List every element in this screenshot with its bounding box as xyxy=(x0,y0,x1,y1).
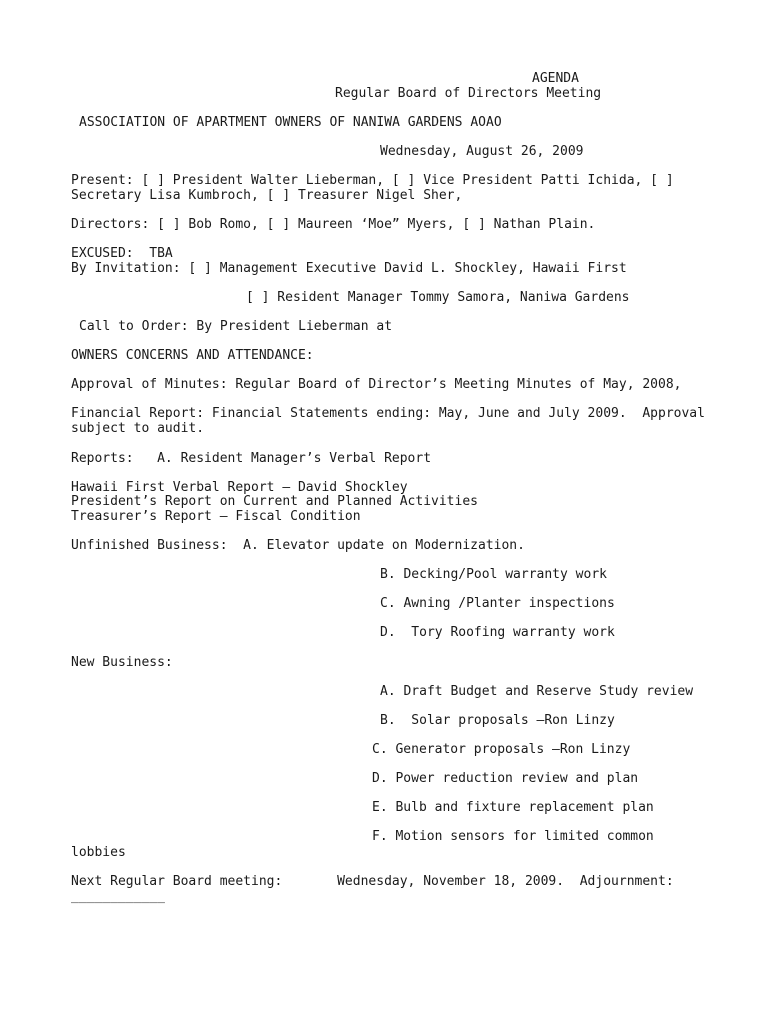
agenda-heading: AGENDA xyxy=(532,71,579,86)
financial-report-line-2: subject to audit. xyxy=(71,421,205,436)
unfinished-item: C. Awning /Planter inspections xyxy=(380,596,615,611)
present-line-2: Secretary Lisa Kumbroch, [ ] Treasurer Nigel Sher, xyxy=(71,188,463,203)
directors-line: Directors: [ ] Bob Romo, [ ] Maureen ‘Moe” Myers, [ ] Nathan Plain. xyxy=(71,217,596,232)
invitation-line-2: [ ] Resident Manager Tommy Samora, Naniwa Gardens xyxy=(246,290,630,305)
invitation-line-1: By Invitation: [ ] Management Executive David L. Shockley, Hawaii First xyxy=(71,261,627,276)
reports-line-2: Hawaii First Verbal Report – David Shockley xyxy=(71,480,408,495)
reports-line-3: President’s Report on Current and Planned Activities xyxy=(71,494,478,509)
reports-line-4: Treasurer’s Report – Fiscal Condition xyxy=(71,509,361,524)
new-business-item: A. Draft Budget and Reserve Study review xyxy=(380,684,694,699)
new-business-item: D. Power reduction review and plan xyxy=(372,771,639,786)
excused-line: EXCUSED: TBA xyxy=(71,246,173,261)
new-business-continuation: lobbies xyxy=(71,845,126,860)
association-name: ASSOCIATION OF APARTMENT OWNERS OF NANIWA GARDENS AOAO xyxy=(79,115,502,130)
new-business-label: New Business: xyxy=(71,655,173,670)
next-meeting-line: Next Regular Board meeting: Wednesday, November 18, 2009. Adjournment: xyxy=(71,874,674,889)
present-line-1: Present: [ ] President Walter Lieberman, [ ] Vice President Patti Ichida, [ ] xyxy=(71,173,674,188)
unfinished-item: D. Tory Roofing warranty work xyxy=(380,625,615,640)
unfinished-business-label: Unfinished Business: A. Elevator update on Modernization. xyxy=(71,538,525,553)
unfinished-item: B. Decking/Pool warranty work xyxy=(380,567,607,582)
call-to-order: Call to Order: By President Lieberman at xyxy=(79,319,393,334)
owners-concerns: OWNERS CONCERNS AND ATTENDANCE: xyxy=(71,348,314,363)
reports-line-1: Reports: A. Resident Manager’s Verbal Report xyxy=(71,451,432,466)
new-business-item: B. Solar proposals –Ron Linzy xyxy=(380,713,615,728)
new-business-item: F. Motion sensors for limited common xyxy=(372,829,654,844)
financial-report-line-1: Financial Report: Financial Statements ending: May, June and July 2009. Approval xyxy=(71,406,705,421)
approval-of-minutes: Approval of Minutes: Regular Board of Director’s Meeting Minutes of May, 2008, xyxy=(71,377,682,392)
meeting-title: Regular Board of Directors Meeting xyxy=(335,86,602,101)
meeting-date: Wednesday, August 26, 2009 xyxy=(380,144,584,159)
new-business-item: C. Generator proposals –Ron Linzy xyxy=(372,742,631,757)
new-business-item: E. Bulb and fixture replacement plan xyxy=(372,800,654,815)
adjournment-blank: ____________ xyxy=(71,889,165,904)
